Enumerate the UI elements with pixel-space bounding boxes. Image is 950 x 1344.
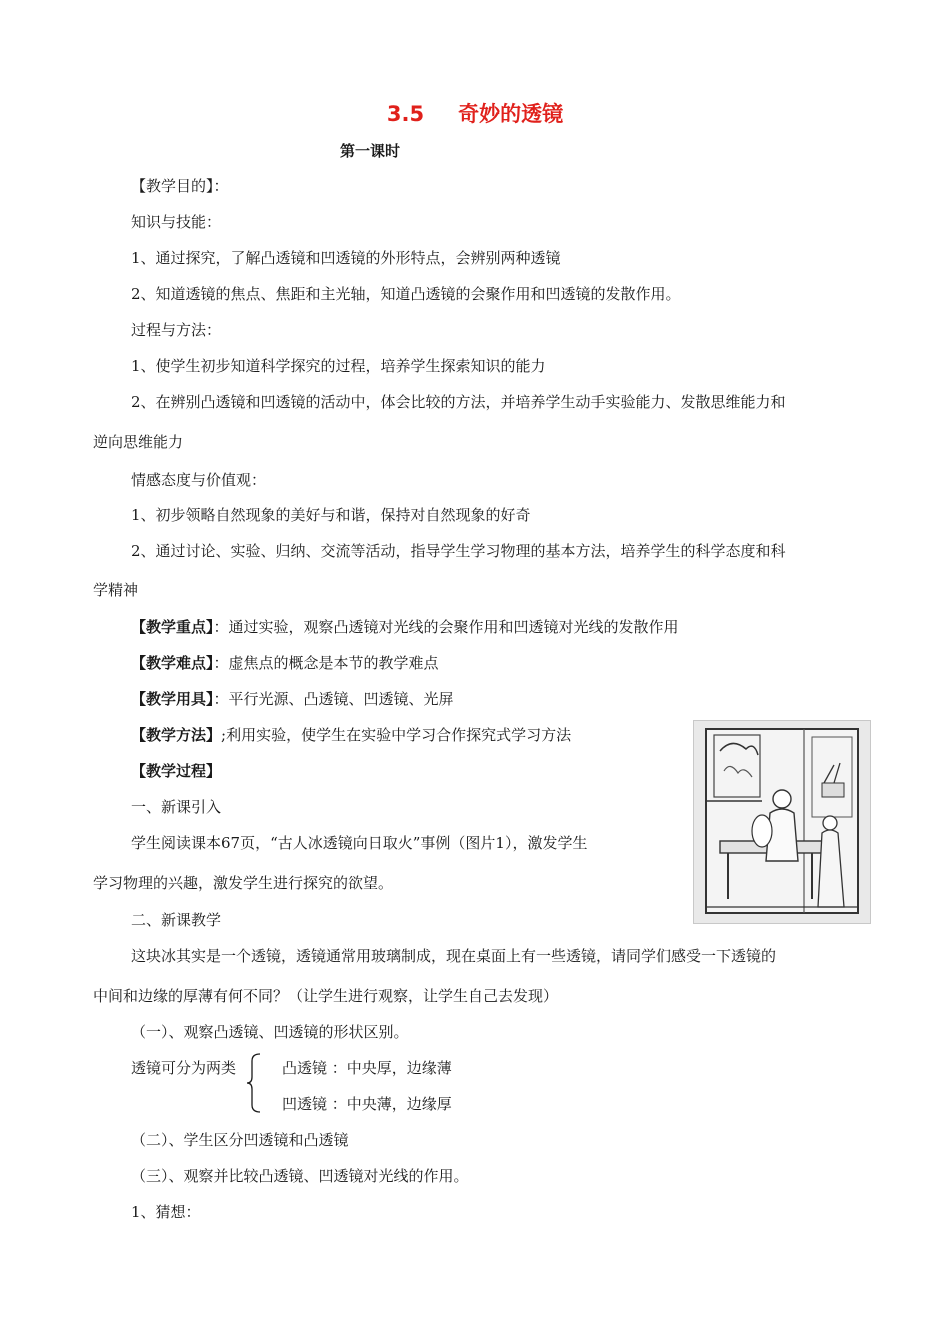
convex-lens-description: 凸透镜 ：中央厚，边缘薄: [282, 1059, 452, 1077]
difficulty-text: ：虚焦点的概念是本节的教学难点: [213, 654, 439, 672]
intro-paragraph-continued: 学习物理的兴趣，激发学生进行探究的欲望。: [93, 874, 394, 892]
process-heading: 过程与方法：: [131, 321, 222, 339]
new-lesson-paragraph-continued: 中间和边缘的厚薄有何不同？（让学生进行观察，让学生自己去发现）: [93, 987, 559, 1005]
intro-heading: 一、新课引入: [131, 798, 222, 816]
tools-label: 【教学用具】: [131, 690, 214, 708]
difficulty: [131, 653, 439, 673]
lens-classification-intro: 透镜可分为两类: [131, 1059, 237, 1077]
new-lesson-paragraph: 这块冰其实是一个透镜，透镜通常用玻璃制成，现在桌面上有一些透镜，请同学们感受一下透镜的: [131, 947, 777, 965]
key-points: [131, 617, 679, 637]
concave-lens-description: 凹透镜 ：中央薄，边缘厚: [282, 1095, 452, 1113]
process-item: 1、使学生初步知道科学探究的过程，培养学生探索知识的能力: [131, 357, 546, 375]
knowledge-item: 2、知道透镜的焦点、焦距和主光轴，知道凸透镜的会聚作用和凹透镜的发散作用。: [131, 285, 681, 303]
methods: [131, 725, 571, 745]
attitude-item-continued: 学精神: [93, 581, 139, 599]
process-item-continued: 逆向思维能力: [93, 433, 184, 451]
curly-brace-icon: [246, 1053, 262, 1113]
methods-label: 【教学方法】: [131, 726, 222, 744]
knowledge-heading: 知识与技能：: [131, 213, 222, 231]
process-section-heading: 【教学过程】: [131, 762, 222, 780]
tools: [131, 689, 454, 709]
attitude-item: 1、初步领略自然现象的美好与和谐，保持对自然现象的好奇: [131, 506, 531, 524]
step-two: （二）、学生区分凹透镜和凸透镜: [131, 1131, 349, 1149]
key-points-label: 【教学重点】: [131, 618, 214, 636]
key-points-text: ：通过实验，观察凸透镜对光线的会聚作用和凹透镜对光线的发散作用: [213, 618, 679, 636]
attitude-heading: 情感态度与价值观：: [131, 471, 267, 489]
difficulty-label: 【教学难点】: [131, 654, 214, 672]
methods-text: ;利用实验，使学生在实验中学习合作探究式学习方法: [221, 726, 572, 744]
guess-heading: 1、猜想：: [131, 1203, 201, 1221]
new-lesson-heading: 二、新课教学: [131, 911, 222, 929]
document-title: [0, 98, 950, 128]
attitude-item: 2、通过讨论、实验、归纳、交流等活动，指导学生学习物理的基本方法，培养学生的科学态度和科: [131, 542, 786, 560]
process-item: 2、在辨别凸透镜和凹透镜的活动中，体会比较的方法，并培养学生动手实验能力、发散思维能力和: [131, 393, 786, 411]
section-number: 3.5: [386, 102, 425, 126]
objectives-heading: 【教学目的】：: [131, 177, 229, 195]
lesson-subtitle: 第一课时: [340, 142, 401, 160]
section-title: 奇妙的透镜: [458, 102, 564, 126]
ancient-ice-lens-illustration: [693, 720, 871, 924]
tools-text: ：平行光源、凸透镜、凹透镜、光屏: [213, 690, 454, 708]
knowledge-item: 1、通过探究，了解凸透镜和凹透镜的外形特点，会辨别两种透镜: [131, 249, 561, 267]
step-one: （一）、观察凸透镜、凹透镜的形状区别。: [131, 1023, 409, 1041]
step-three: （三）、观察并比较凸透镜、凹透镜对光线的作用。: [131, 1167, 469, 1185]
intro-paragraph: 学生阅读课本67页，“古人冰透镜向日取火”事例（图片1），激发学生: [131, 834, 588, 852]
illustration-drawing: [694, 721, 870, 923]
